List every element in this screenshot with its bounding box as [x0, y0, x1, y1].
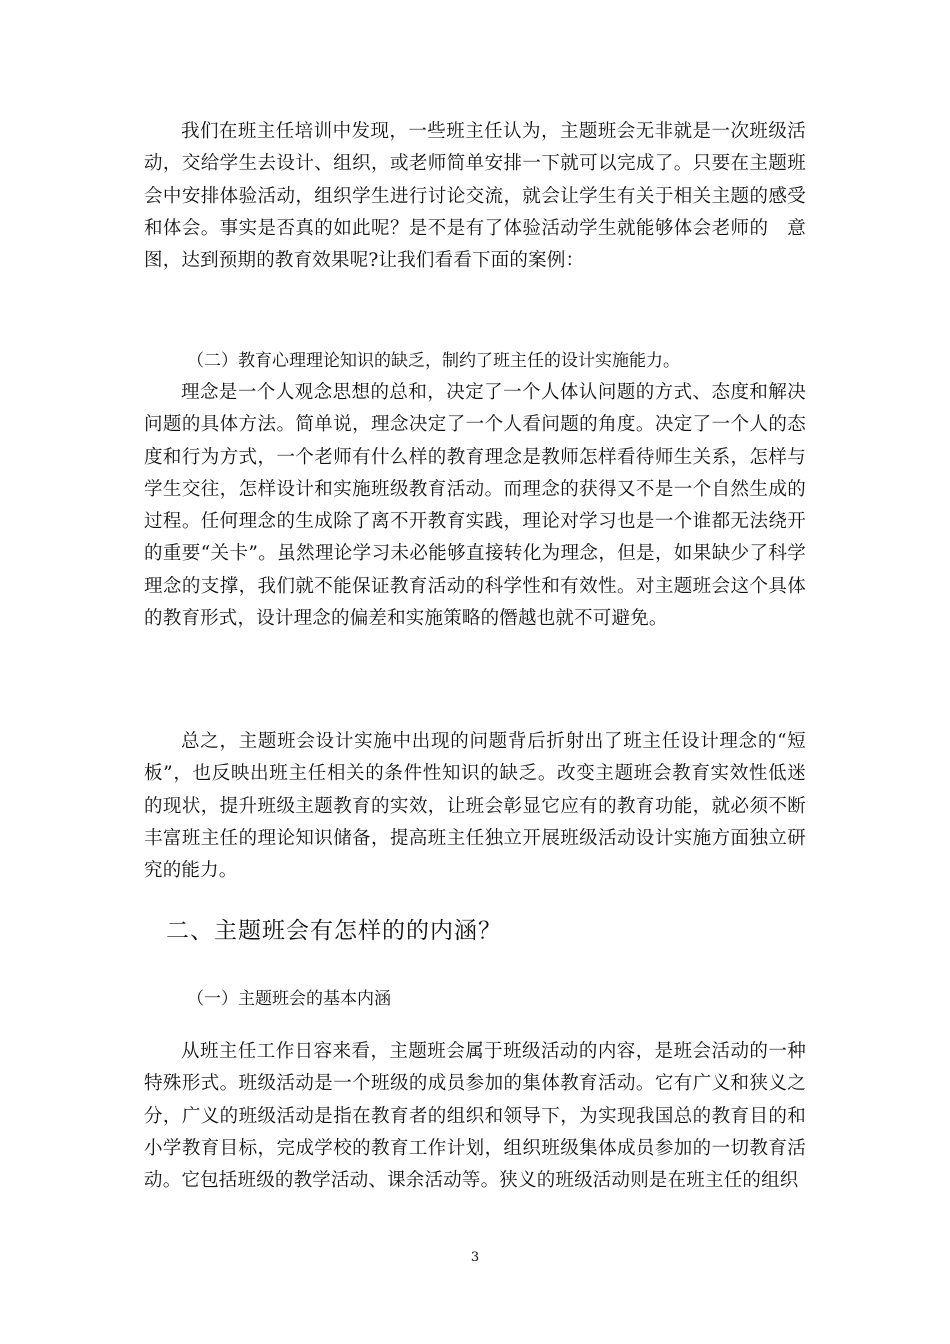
page-number: 3 — [470, 1250, 480, 1265]
chapter-heading-connotation: 二、主题班会有怎样的的内涵？ — [166, 918, 502, 944]
paragraph-summary: 总之，主题班会设计实施中出现的问题背后折射出了班主任设计理念的“短板”，也反映出班主任相关的条件性知识的缺乏。改变主题班会教育实效性低迷的现状，提升班级主题教育的实效，让班会彰显它应有的教育功能，就必须不断丰富班主任的理论知识储备，提高班主任独立开展班级活动设计实施方面独立研究的能力。 — [144, 731, 806, 882]
paragraph-concept-definition: 理念是一个人观念思想的总和，决定了一个人体认问题的方式、态度和解决问题的具体方法。简单说，理念决定了一个人看问题的角度。决定了一个人的态度和行为方式，一个老师有什么样的教育理念是教师怎样看待师生关系，怎样与学生交往，怎样设计和实施班级教育活动。而理念的获得又不是一个自然生成的过程。任何理念的生成除了离不开教育实践，理论对学习也是一个谁都无法绕开的重要“关卡”。虽然理论学习未必能够直接转化为理念，但是，如果缺少了科学理念的支撑，我们就不能保证教育活动的科学性和有效性。对主题班会这个具体的教育形式，设计理念的偏差和实施策略的僭越也就不可避免。 — [144, 382, 806, 630]
paragraph-training-findings: 我们在班主任培训中发现，一些班主任认为，主题班会无非就是一次班级活动，交给学生去设计、组织，或老师简单安排一下就可以完成了。只要在主题班会中安排体验活动，组织学生进行讨论交流，就会让学生有关于相关主题的感受和体会。事实是否真的如此呢？是不是有了体验活动学生就能够体会老师的 意图，达到预期的教育效果呢?让我们看看下面的案例： — [144, 121, 806, 272]
section-heading-theory-lack: （二）教育心理理论知识的缺乏，制约了班主任的设计实施能力。 — [187, 351, 680, 371]
subsection-heading-basic-connotation: （一）主题班会的基本内涵 — [187, 989, 391, 1009]
paragraph-class-activity-definition: 从班主任工作日容来看，主题班会属于班级活动的内容，是班会活动的一种特殊形式。班级活动是一个班级的成员参加的集体教育活动。它有广义和狭义之分，广义的班级活动是指在教育者的组织和领导下，为实现我国总的教育目的和小学教育目标，完成学校的教育工作计划，组织班级集体成员参加的一切教育活动。它包括班级的教学活动、课余活动等。狭义的班级活动则是在班主任的组织 — [144, 1041, 806, 1192]
